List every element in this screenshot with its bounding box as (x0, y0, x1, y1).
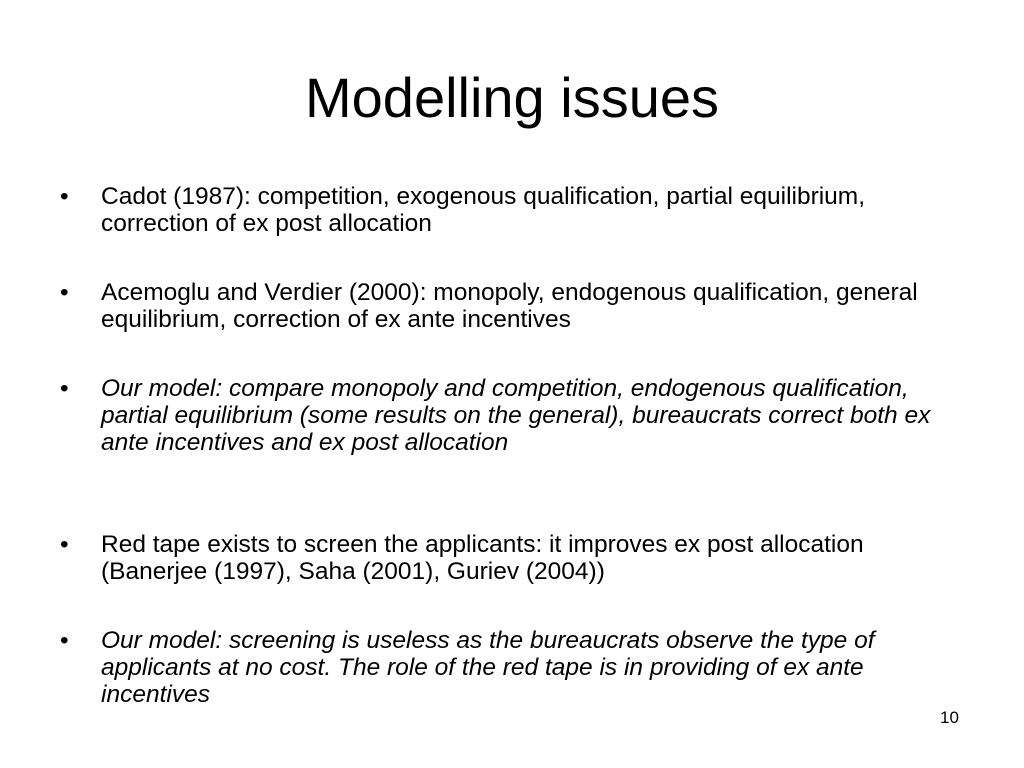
bullet-marker: • (60, 183, 69, 210)
bullet-marker: • (60, 279, 69, 306)
bullet-text: Cadot (1987): competition, exogenous qualification, partial equilibrium, correction of ex post allocation (101, 183, 866, 237)
bullet-marker: • (60, 627, 69, 654)
bullet-text: Red tape exists to screen the applicants: it improves ex post allocation (Banerjee (1997), Saha (2001), Guriev (2004)) (101, 531, 864, 585)
bullet-text: Our model: screening is useless as the bureaucrats observe the type of applicants at no cost. The role of the red tape is in providing of ex ante incentives (101, 627, 875, 708)
slide-title: Modelling issues (305, 66, 719, 129)
bullet-marker: • (60, 531, 69, 558)
bullet-text: Our model: compare monopoly and competition, endogenous qualification, partial equilibrium (some results on the general), bureaucrats correct both ex ante incentives and ex post allocation (101, 375, 931, 456)
page-number: 10 (940, 708, 959, 727)
bullet-item (60, 183, 960, 237)
bullet-item (60, 627, 960, 708)
bullet-text: Acemoglu and Verdier (2000): monopoly, endogenous qualification, general equilibrium, correction of ex ante incentives (101, 279, 918, 333)
bullet-item (60, 279, 960, 333)
bullet-item (60, 531, 960, 585)
bullet-item (60, 375, 960, 456)
bullet-marker: • (60, 375, 69, 402)
